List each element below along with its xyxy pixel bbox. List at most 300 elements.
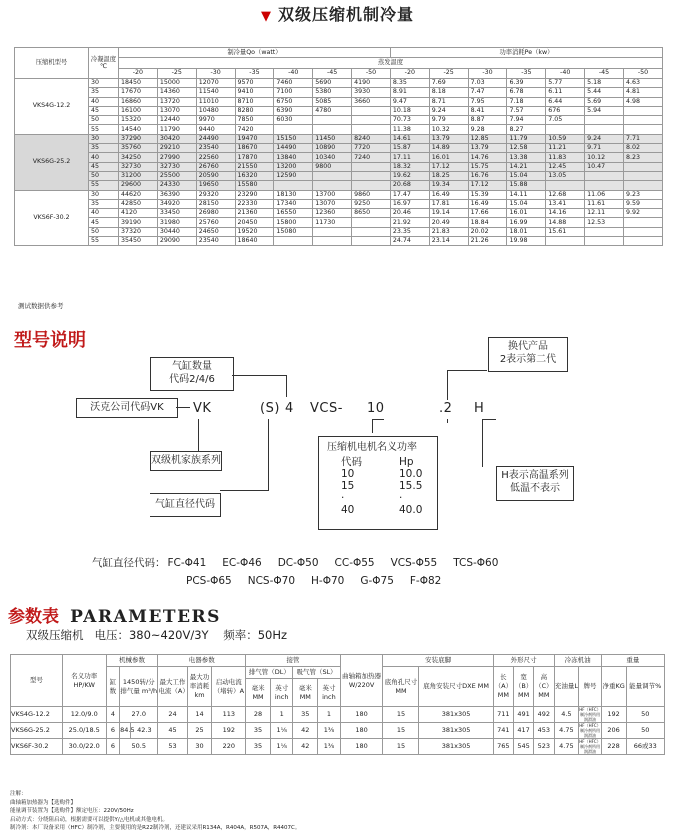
data-cell: 1⅛ bbox=[270, 739, 293, 755]
data-cell: 11.21 bbox=[546, 144, 585, 153]
data-cell: 8.91 bbox=[390, 88, 429, 97]
data-cell: 19.62 bbox=[390, 171, 429, 180]
data-cell: 14540 bbox=[119, 125, 158, 134]
data-cell: 192 bbox=[601, 707, 626, 723]
data-cell bbox=[623, 237, 662, 246]
data-cell: 1⅜ bbox=[318, 723, 341, 739]
data-cell: 192 bbox=[212, 723, 246, 739]
data-cell: 7.69 bbox=[429, 79, 468, 88]
data-cell: 492 bbox=[534, 707, 554, 723]
p-h-inch1: 英寸inch bbox=[270, 679, 293, 707]
data-cell: 9860 bbox=[352, 190, 391, 199]
data-cell: 37320 bbox=[119, 227, 158, 236]
data-cell: 4.81 bbox=[623, 88, 662, 97]
data-cell: 7850 bbox=[235, 116, 274, 125]
data-cell: 6750 bbox=[274, 97, 313, 106]
p-h-mm2: 毫米MM bbox=[293, 679, 318, 707]
data-cell: 10.47 bbox=[585, 162, 624, 171]
data-cell: 27990 bbox=[157, 153, 196, 162]
family-box: 双级机家族系列 bbox=[150, 451, 222, 471]
data-cell: 15080 bbox=[274, 227, 313, 236]
data-cell: 22560 bbox=[196, 153, 235, 162]
cooling-title: ▼ 双级压缩机制冷量 bbox=[260, 5, 414, 24]
data-cell: 21550 bbox=[235, 162, 274, 171]
data-cell bbox=[313, 116, 352, 125]
data-cell: 113 bbox=[212, 707, 246, 723]
data-cell: 19.34 bbox=[429, 181, 468, 190]
evap-temp-header: -45 bbox=[313, 68, 352, 78]
evap-temp-header: -45 bbox=[585, 68, 624, 78]
data-cell: 220 bbox=[212, 739, 246, 755]
data-cell: 13.79 bbox=[429, 134, 468, 143]
data-cell: 14.21 bbox=[507, 162, 546, 171]
cylinder-count-box: 气缸数量 代码2/4/6 bbox=[150, 357, 234, 391]
p-h-W: 宽（B）MM bbox=[514, 667, 534, 707]
data-cell: 7.57 bbox=[507, 106, 546, 115]
data-cell bbox=[352, 116, 391, 125]
header-model: 压缩机型号 bbox=[15, 48, 89, 79]
data-cell: 13070 bbox=[313, 199, 352, 208]
code-dot2: .2 bbox=[439, 401, 453, 416]
data-cell: 23.14 bbox=[429, 237, 468, 246]
data-cell bbox=[352, 171, 391, 180]
data-cell: 29320 bbox=[196, 190, 235, 199]
data-cell: 4120 bbox=[119, 209, 158, 218]
data-cell: 15 bbox=[383, 707, 419, 723]
data-cell: 13.38 bbox=[507, 153, 546, 162]
p-h-dim: 外形尺寸 bbox=[493, 655, 554, 667]
p-h-suction: 排气管（DL） bbox=[246, 667, 293, 679]
data-cell: 545 bbox=[514, 739, 534, 755]
motor-code: 15 bbox=[341, 480, 355, 492]
evap-temp-header: -30 bbox=[196, 68, 235, 78]
model-cell: VKS4G-12.2 bbox=[15, 79, 89, 135]
data-cell: 17340 bbox=[274, 199, 313, 208]
data-cell: 11.79 bbox=[507, 134, 546, 143]
data-cell: 741 bbox=[493, 723, 513, 739]
data-cell bbox=[585, 116, 624, 125]
header-power: 功率消耗Pe（kw） bbox=[390, 48, 662, 58]
data-cell: 12.53 bbox=[585, 218, 624, 227]
table-row bbox=[15, 190, 663, 199]
model-cell: VKS6G-25.2 bbox=[15, 134, 89, 190]
bore-code: H-Φ70 bbox=[311, 575, 345, 587]
table-row bbox=[15, 125, 663, 134]
data-cell: 4.75 bbox=[554, 723, 579, 739]
data-cell: 17.66 bbox=[468, 209, 507, 218]
evap-temp-header: -30 bbox=[468, 68, 507, 78]
data-cell: 9970 bbox=[196, 116, 235, 125]
data-cell: 6030 bbox=[274, 116, 313, 125]
bore-code: FC-Φ41 bbox=[167, 557, 207, 569]
data-cell: 13200 bbox=[274, 162, 313, 171]
data-cell: 19.14 bbox=[429, 209, 468, 218]
evap-temp-header: -40 bbox=[546, 68, 585, 78]
data-cell: 12.68 bbox=[546, 190, 585, 199]
bore-codes-line2 bbox=[186, 575, 457, 587]
note-line: 能量调节装置为【选购件】额定电压：220V/50Hz bbox=[10, 808, 134, 814]
data-cell: 12.11 bbox=[585, 209, 624, 218]
code-4: 4 bbox=[285, 401, 294, 416]
code-h: H bbox=[474, 401, 485, 416]
p-h-weight: 重量 bbox=[601, 655, 664, 667]
data-cell: 16.01 bbox=[429, 153, 468, 162]
data-cell: 35 bbox=[89, 199, 119, 208]
data-cell: 12.85 bbox=[468, 134, 507, 143]
params-notes bbox=[10, 790, 300, 833]
table-row bbox=[11, 707, 665, 723]
data-cell: 4.98 bbox=[623, 97, 662, 106]
data-cell: 12360 bbox=[313, 209, 352, 218]
data-cell: 9.47 bbox=[390, 97, 429, 106]
data-cell: 12.45 bbox=[546, 162, 585, 171]
table-row bbox=[15, 171, 663, 180]
data-cell bbox=[585, 181, 624, 190]
data-cell: 9570 bbox=[235, 79, 274, 88]
p-h-startcur: 启动电流（堵转）A bbox=[212, 667, 246, 707]
p-h-oilvol: 充油量L bbox=[554, 667, 579, 707]
motor-code: 10 bbox=[341, 468, 355, 480]
data-cell bbox=[623, 218, 662, 227]
data-cell bbox=[313, 227, 352, 236]
data-cell: 20.46 bbox=[390, 209, 429, 218]
data-cell: 13.41 bbox=[546, 199, 585, 208]
table-row bbox=[15, 153, 663, 162]
data-cell: 9440 bbox=[196, 125, 235, 134]
p-h-disp: 1450转/分 排气量 m³/h bbox=[120, 667, 158, 707]
data-cell: 17.47 bbox=[390, 190, 429, 199]
data-cell: 711 bbox=[493, 707, 513, 723]
data-cell: 20590 bbox=[196, 171, 235, 180]
data-cell: 9.71 bbox=[585, 144, 624, 153]
table-row bbox=[11, 723, 665, 739]
data-cell: 17.11 bbox=[390, 153, 429, 162]
table-row bbox=[15, 116, 663, 125]
data-cell: 7.18 bbox=[507, 97, 546, 106]
p-h-maxcur: 最大工作电流（A） bbox=[158, 667, 187, 707]
data-cell: 10.18 bbox=[390, 106, 429, 115]
data-cell: 14.16 bbox=[546, 209, 585, 218]
data-cell bbox=[352, 218, 391, 227]
data-cell bbox=[546, 237, 585, 246]
header-cond-temp: 冷凝温度 ℃ bbox=[89, 48, 119, 79]
bore-codes-line1 bbox=[92, 555, 514, 570]
data-cell: 7.03 bbox=[468, 79, 507, 88]
data-cell: 15150 bbox=[274, 134, 313, 143]
data-cell bbox=[546, 181, 585, 190]
data-cell: 20.49 bbox=[429, 218, 468, 227]
data-cell: 11.06 bbox=[585, 190, 624, 199]
data-cell: 15.61 bbox=[546, 227, 585, 236]
data-cell: 1⅜ bbox=[318, 739, 341, 755]
data-cell: 6 bbox=[106, 723, 120, 739]
data-cell: 5085 bbox=[313, 97, 352, 106]
data-cell: 50 bbox=[89, 227, 119, 236]
data-cell: 1 bbox=[270, 707, 293, 723]
data-cell: 10890 bbox=[313, 144, 352, 153]
motor-code: · bbox=[341, 492, 345, 504]
data-cell: 5.77 bbox=[546, 79, 585, 88]
data-cell: 23.35 bbox=[390, 227, 429, 236]
data-cell: 31980 bbox=[157, 218, 196, 227]
data-cell: 381x305 bbox=[419, 707, 493, 723]
data-cell: VKS4G-12.2 bbox=[11, 707, 63, 723]
data-cell: 10.12 bbox=[585, 153, 624, 162]
note-line: 启动方式：分绕阻启动，根据需要可以提供Y/△电机或其他电机。 bbox=[10, 816, 168, 823]
table-note: 测试数据供参考 bbox=[18, 302, 64, 310]
data-cell: 14.89 bbox=[429, 144, 468, 153]
data-cell: 35 bbox=[89, 144, 119, 153]
data-cell: 29090 bbox=[157, 237, 196, 246]
table-row bbox=[15, 227, 663, 236]
data-cell bbox=[352, 125, 391, 134]
data-cell: 12070 bbox=[196, 79, 235, 88]
bore-code: TCS-Φ60 bbox=[453, 557, 499, 569]
data-cell: 25 bbox=[187, 723, 212, 739]
data-cell: 32730 bbox=[157, 162, 196, 171]
data-cell: 7100 bbox=[274, 88, 313, 97]
data-cell: 30 bbox=[89, 79, 119, 88]
table-row bbox=[15, 134, 663, 143]
data-cell: 4.63 bbox=[623, 79, 662, 88]
data-cell: 13840 bbox=[274, 153, 313, 162]
data-cell: 7460 bbox=[274, 79, 313, 88]
data-cell: 491 bbox=[514, 707, 534, 723]
table-row bbox=[15, 181, 663, 190]
data-cell: 50 bbox=[626, 707, 665, 723]
p-h-maxpow: 最大功率消耗km bbox=[187, 667, 212, 707]
data-cell: 34250 bbox=[119, 153, 158, 162]
data-cell: 55 bbox=[89, 237, 119, 246]
data-cell: 15.39 bbox=[468, 190, 507, 199]
table-row bbox=[15, 106, 663, 115]
evap-temp-header: -35 bbox=[507, 68, 546, 78]
data-cell: 23540 bbox=[196, 144, 235, 153]
data-cell bbox=[623, 125, 662, 134]
data-cell: 7240 bbox=[352, 153, 391, 162]
model-desc-title: 型号说明 bbox=[14, 330, 86, 351]
data-cell: 19470 bbox=[235, 134, 274, 143]
data-cell: 15 bbox=[383, 723, 419, 739]
data-cell: 6.78 bbox=[507, 88, 546, 97]
p-h-oiltype: 牌号 bbox=[579, 667, 602, 707]
data-cell: 19650 bbox=[196, 181, 235, 190]
p-h-power: 名义功率 HP/KW bbox=[62, 655, 106, 707]
p-h-foot-hole: 底角孔尺寸MM bbox=[383, 667, 419, 707]
data-cell: 180 bbox=[340, 723, 383, 739]
data-cell: 8710 bbox=[235, 97, 274, 106]
data-cell: 70.73 bbox=[390, 116, 429, 125]
data-cell: 17670 bbox=[119, 88, 158, 97]
data-cell: 9.28 bbox=[468, 125, 507, 134]
note-line: 制冷剂：本厂设备采用（HFC）制冷剂，主要使用的是R22制冷剂，还建议采用R134A，R404A，R507A，R4407C。 bbox=[10, 825, 301, 831]
data-cell: 206 bbox=[601, 723, 626, 739]
data-cell bbox=[313, 237, 352, 246]
data-cell: 8.18 bbox=[429, 88, 468, 97]
motor-hp: · bbox=[399, 492, 403, 504]
data-cell: 53 bbox=[158, 739, 187, 755]
table-row bbox=[15, 199, 663, 208]
p-h-cap: 能量调节% bbox=[626, 667, 665, 707]
data-cell: 11.38 bbox=[390, 125, 429, 134]
company-code-box: 沃克公司代码VK bbox=[76, 398, 178, 418]
data-cell: 15.04 bbox=[507, 199, 546, 208]
data-cell: 18.32 bbox=[390, 162, 429, 171]
params-heading: 参数表 PARAMETERS bbox=[8, 607, 221, 627]
data-cell: 7720 bbox=[352, 144, 391, 153]
data-cell: 18450 bbox=[119, 79, 158, 88]
data-cell bbox=[546, 125, 585, 134]
data-cell: 16860 bbox=[119, 97, 158, 106]
data-cell: 39190 bbox=[119, 218, 158, 227]
data-cell: 25760 bbox=[196, 218, 235, 227]
data-cell: 40 bbox=[89, 97, 119, 106]
table-row bbox=[15, 162, 663, 171]
data-cell: 23290 bbox=[235, 190, 274, 199]
data-cell bbox=[623, 162, 662, 171]
data-cell: 13720 bbox=[157, 97, 196, 106]
data-cell: 381x305 bbox=[419, 739, 493, 755]
data-cell bbox=[352, 227, 391, 236]
table-row bbox=[15, 237, 663, 246]
data-cell: 3930 bbox=[352, 88, 391, 97]
p-h-pipe: 接管 bbox=[246, 655, 341, 667]
data-cell: VKS6G-25.2 bbox=[11, 723, 63, 739]
data-cell: 16.97 bbox=[390, 199, 429, 208]
data-cell: 28150 bbox=[196, 199, 235, 208]
data-cell: 33450 bbox=[157, 209, 196, 218]
data-cell: 24330 bbox=[157, 181, 196, 190]
data-cell: 228 bbox=[601, 739, 626, 755]
bore-code: CC-Φ55 bbox=[334, 557, 375, 569]
data-cell: 15800 bbox=[274, 218, 313, 227]
bore-code: NCS-Φ70 bbox=[247, 575, 296, 587]
data-cell: 17870 bbox=[235, 153, 274, 162]
table-row bbox=[15, 79, 663, 88]
motor-power-box: 压缩机电机名义功率 代码 10 15 · 40 Hp 10.0 15.5 · 40.0 bbox=[318, 436, 438, 530]
data-cell: 8.87 bbox=[468, 116, 507, 125]
data-cell: 9.92 bbox=[623, 209, 662, 218]
data-cell: 417 bbox=[514, 723, 534, 739]
data-cell: 8280 bbox=[235, 106, 274, 115]
data-cell: 16550 bbox=[274, 209, 313, 218]
data-cell: 676 bbox=[546, 106, 585, 115]
data-cell: 42.3 bbox=[131, 723, 158, 739]
motor-hp: 15.5 bbox=[399, 480, 423, 492]
data-cell: 12.0/9.0 bbox=[62, 707, 106, 723]
data-cell: 7.95 bbox=[468, 97, 507, 106]
data-cell bbox=[313, 181, 352, 190]
data-cell: 17.12 bbox=[429, 162, 468, 171]
data-cell: 381x305 bbox=[419, 723, 493, 739]
data-cell bbox=[623, 106, 662, 115]
data-cell: 21.26 bbox=[468, 237, 507, 246]
data-cell: 11.83 bbox=[546, 153, 585, 162]
data-cell bbox=[585, 227, 624, 236]
data-cell: 16.99 bbox=[507, 218, 546, 227]
data-cell: 5.18 bbox=[585, 79, 624, 88]
data-cell: 14.11 bbox=[507, 190, 546, 199]
data-cell: 34920 bbox=[157, 199, 196, 208]
data-cell bbox=[585, 171, 624, 180]
data-cell: 9.24 bbox=[429, 106, 468, 115]
data-cell: 7.47 bbox=[468, 88, 507, 97]
data-cell: 20.68 bbox=[390, 181, 429, 190]
data-cell: 11.61 bbox=[585, 199, 624, 208]
bore-code: DC-Φ50 bbox=[277, 557, 319, 569]
data-cell: 7.71 bbox=[623, 134, 662, 143]
data-cell: 30.0/22.0 bbox=[62, 739, 106, 755]
data-cell: 35 bbox=[246, 739, 271, 755]
data-cell: 5.69 bbox=[585, 97, 624, 106]
data-cell: 29600 bbox=[119, 181, 158, 190]
p-h-H: 高（C）MM bbox=[534, 667, 554, 707]
data-cell: 9.24 bbox=[585, 134, 624, 143]
code-s: (S) bbox=[260, 401, 280, 416]
data-cell: 42850 bbox=[119, 199, 158, 208]
data-cell: 28 bbox=[246, 707, 271, 723]
data-cell: 10340 bbox=[313, 153, 352, 162]
data-cell: 40 bbox=[89, 153, 119, 162]
data-cell: 18.25 bbox=[429, 171, 468, 180]
data-cell: 30440 bbox=[157, 227, 196, 236]
data-cell: 26980 bbox=[196, 209, 235, 218]
oil-type-cell: HF（HFC）制冷剂所用润滑油 bbox=[579, 707, 601, 722]
data-cell: 12590 bbox=[274, 171, 313, 180]
params-subtitle: 双级压缩机 电压：380~420V/3Y 频率：50Hz bbox=[26, 628, 288, 642]
data-cell: 1⅛ bbox=[270, 723, 293, 739]
data-cell: 180 bbox=[340, 739, 383, 755]
data-cell bbox=[352, 237, 391, 246]
data-cell: 5690 bbox=[313, 79, 352, 88]
data-cell: 45 bbox=[89, 218, 119, 227]
data-cell: 10.59 bbox=[546, 134, 585, 143]
evap-temp-header: -20 bbox=[119, 68, 158, 78]
data-cell: 31200 bbox=[119, 171, 158, 180]
data-cell: 35 bbox=[293, 707, 318, 723]
data-cell: 16.76 bbox=[468, 171, 507, 180]
data-cell: 3660 bbox=[352, 97, 391, 106]
data-cell: 35 bbox=[246, 723, 271, 739]
data-cell: 50.5 bbox=[120, 739, 158, 755]
data-cell: 6.11 bbox=[546, 88, 585, 97]
data-cell: 21.92 bbox=[390, 218, 429, 227]
data-cell: 45 bbox=[89, 162, 119, 171]
data-cell: 15 bbox=[383, 739, 419, 755]
data-cell: 20450 bbox=[235, 218, 274, 227]
note-line: 曲轴箱加热器为【选购件】 bbox=[10, 799, 77, 806]
data-cell: 7420 bbox=[235, 125, 274, 134]
data-cell: 36390 bbox=[157, 190, 196, 199]
data-cell: 30 bbox=[187, 739, 212, 755]
data-cell: 14360 bbox=[157, 88, 196, 97]
evap-temp-header: -40 bbox=[274, 68, 313, 78]
bore-code: PCS-Φ65 bbox=[186, 575, 232, 587]
table-row bbox=[15, 97, 663, 106]
data-cell: 14.88 bbox=[546, 218, 585, 227]
data-cell: 55 bbox=[89, 125, 119, 134]
p-h-machine: 机械参数 bbox=[106, 655, 158, 667]
data-cell: 6.44 bbox=[546, 97, 585, 106]
data-cell: 30420 bbox=[157, 134, 196, 143]
h-series-box: H表示高温系列 低温不表示 bbox=[496, 466, 574, 501]
data-cell: 9.59 bbox=[623, 199, 662, 208]
code-vcs: VCS- bbox=[310, 401, 343, 416]
data-cell: 12.58 bbox=[507, 144, 546, 153]
data-cell: 16.49 bbox=[468, 199, 507, 208]
oil-type-cell: HF（HFC）制冷剂所用润滑油 bbox=[579, 723, 601, 738]
data-cell bbox=[623, 227, 662, 236]
